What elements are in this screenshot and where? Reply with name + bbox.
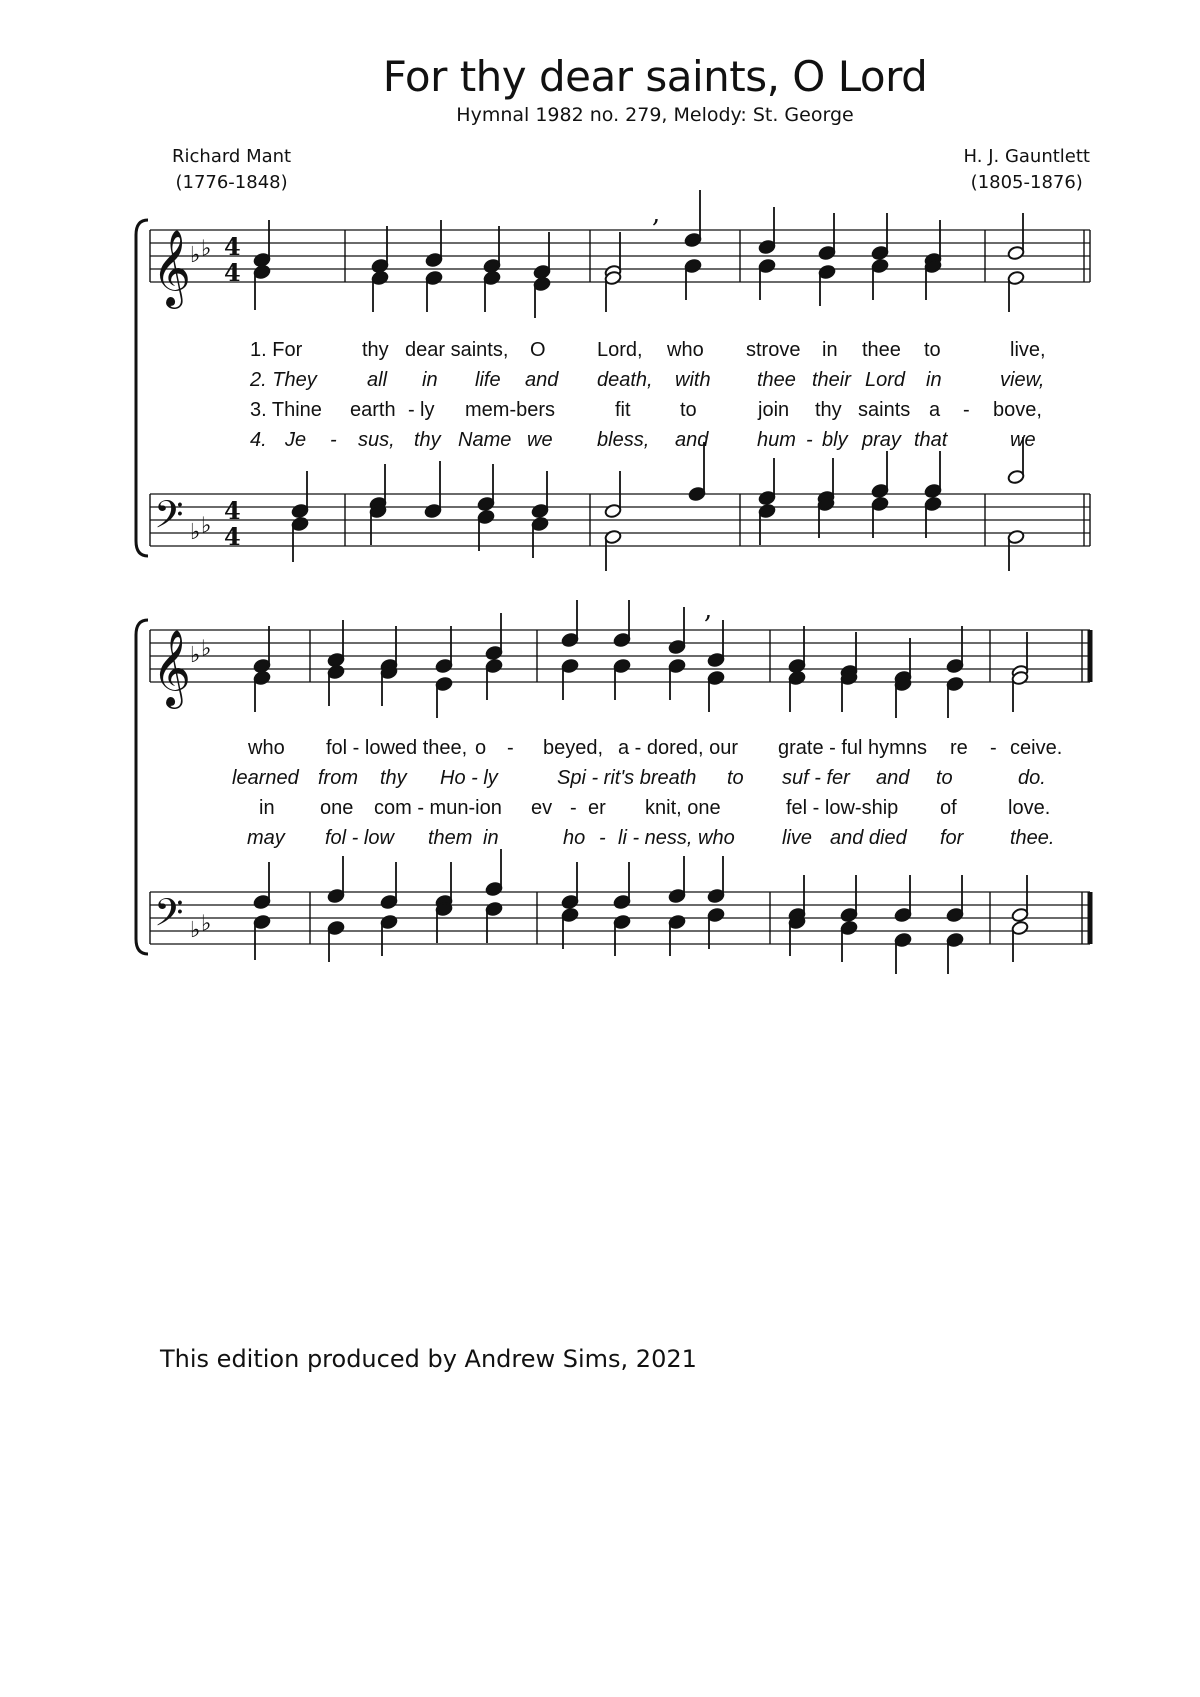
lyric: re (950, 737, 968, 759)
music-author: H. J. Gauntlett (963, 146, 1090, 167)
lyric: in (422, 369, 438, 391)
breath-mark: , (704, 595, 713, 625)
treble-clef: 𝄞 (152, 229, 192, 306)
lyric: thy (380, 767, 407, 789)
lyric: who (248, 737, 285, 759)
lyric: o (475, 737, 487, 759)
lyric: we (527, 429, 553, 451)
lyric: dear saints, (405, 339, 509, 361)
treble-clef: 𝄞 (152, 629, 192, 706)
time-signature: 4 (224, 522, 241, 551)
lyric: pray (862, 429, 901, 451)
lyric: join (758, 399, 790, 421)
lyric: a (929, 399, 941, 421)
lyric: death, (597, 369, 653, 391)
lyric: to (727, 767, 744, 789)
flat-sign: ♭ (201, 911, 212, 937)
lyric: to (936, 767, 953, 789)
lyric: - (963, 399, 970, 421)
lyric: knit, one (645, 797, 721, 819)
time-signature: 4 (224, 232, 241, 261)
lyric: in (822, 339, 838, 361)
lyric: fit (615, 399, 631, 421)
time-signature: 4 (224, 496, 241, 525)
lyric: who (667, 339, 704, 361)
lyric: may (247, 827, 285, 849)
lyric: ho (563, 827, 586, 849)
lyric: view, (1000, 369, 1045, 391)
lyric: fol - low (325, 827, 394, 849)
lyric: in (483, 827, 499, 849)
lyric: - (990, 737, 997, 759)
lyric: do. (1018, 767, 1046, 789)
lyrics-system-2 (232, 737, 1062, 849)
lyric: that (914, 429, 948, 451)
lyric: 4. (250, 429, 267, 451)
lyric: bove, (993, 399, 1042, 421)
lyric: li - ness, who (618, 827, 735, 849)
lyric: thy (362, 339, 389, 361)
lyric: bless, (597, 429, 650, 451)
bass-clef: 𝄢 (154, 492, 184, 546)
lyric: from (318, 767, 358, 789)
words-dates: (1776-1848) (175, 172, 288, 193)
lyric: grate - ful hymns (778, 737, 927, 759)
lyric: of (940, 797, 957, 819)
lyric: fel - low-ship (786, 797, 899, 819)
lyric: ly (420, 399, 435, 421)
breath-mark: , (652, 199, 661, 229)
lyric: their (812, 369, 851, 391)
lyric: a - dored, our (618, 737, 739, 759)
lyric: com - mun-ion (374, 797, 502, 819)
hymn-title: For thy dear saints, O Lord (382, 52, 928, 101)
lyric: O (530, 339, 546, 361)
lyric: them (428, 827, 473, 849)
flat-sign: ♭ (201, 236, 212, 262)
lyric: ceive. (1010, 737, 1063, 759)
lyric: earth (350, 399, 396, 421)
lyric: hum (757, 429, 796, 451)
lyric: in (926, 369, 942, 391)
lyric: life (475, 369, 501, 391)
lyric: fol - lowed thee, (326, 737, 468, 759)
lyrics-system-1 (249, 339, 1046, 451)
lyric: er (588, 797, 606, 819)
lyric: thee (757, 369, 796, 391)
lyric: love. (1008, 797, 1051, 819)
lyric: live, (1010, 339, 1046, 361)
lyric: 1. For (250, 339, 303, 361)
lyric: Lord, (597, 339, 643, 361)
flat-sign: ♭ (201, 636, 212, 662)
lyric: thee. (1010, 827, 1055, 849)
lyric: - (806, 429, 813, 451)
music-dates: (1805-1876) (970, 172, 1083, 193)
lyric: - (408, 399, 415, 421)
lyric: - (599, 827, 606, 849)
system-bracket (136, 220, 148, 556)
lyric: 3. Thine (250, 399, 322, 421)
lyric: thy (815, 399, 842, 421)
lyric: Ho - ly (440, 767, 498, 789)
lyric: - (570, 797, 577, 819)
lyric: saints (858, 399, 911, 421)
flat-sign: ♭ (201, 513, 212, 539)
lyric: one (320, 797, 354, 819)
lyric: and (525, 369, 559, 391)
lyric: Lord (865, 369, 906, 391)
lyric: 2. They (250, 369, 317, 391)
lyric: strove (746, 339, 801, 361)
flat-sign: ♭ (190, 918, 201, 943)
lyric: suf - fer (782, 767, 850, 789)
lyric: thee (862, 339, 901, 361)
lyric: - (330, 429, 337, 451)
lyric: ev (531, 797, 553, 819)
lyric: all (367, 369, 388, 391)
time-signature: 4 (224, 258, 241, 287)
flat-sign: ♭ (190, 643, 201, 668)
lyric: live (782, 827, 813, 849)
words-author: Richard Mant (172, 146, 292, 167)
lyric: beyed, (543, 737, 604, 759)
lyric: learned (232, 767, 299, 789)
lyric: bly (822, 429, 848, 451)
system-bracket (136, 620, 148, 954)
lyric: for (940, 827, 964, 849)
lyric: Je (285, 429, 307, 451)
lyric: Name (458, 429, 512, 451)
lyric: sus, (358, 429, 395, 451)
lyric: mem-bers (465, 399, 556, 421)
lyric: we (1010, 429, 1036, 451)
lyric: with (675, 369, 711, 391)
lyric: to (924, 339, 941, 361)
lyric: to (680, 399, 697, 421)
flat-sign: ♭ (190, 520, 201, 545)
lyric: thy (414, 429, 441, 451)
lyric: Spi - rit's breath (557, 767, 697, 789)
lyric: and died (830, 827, 907, 849)
lyric: and (675, 429, 709, 451)
hymn-subtitle: Hymnal 1982 no. 279, Melody: St. George (456, 104, 854, 126)
lyric: - (507, 737, 514, 759)
edition-credit: This edition produced by Andrew Sims, 2021 (160, 1345, 697, 1373)
lyric: in (259, 797, 275, 819)
flat-sign: ♭ (190, 243, 201, 268)
lyric: and (876, 767, 910, 789)
bass-clef: 𝄢 (154, 890, 184, 944)
